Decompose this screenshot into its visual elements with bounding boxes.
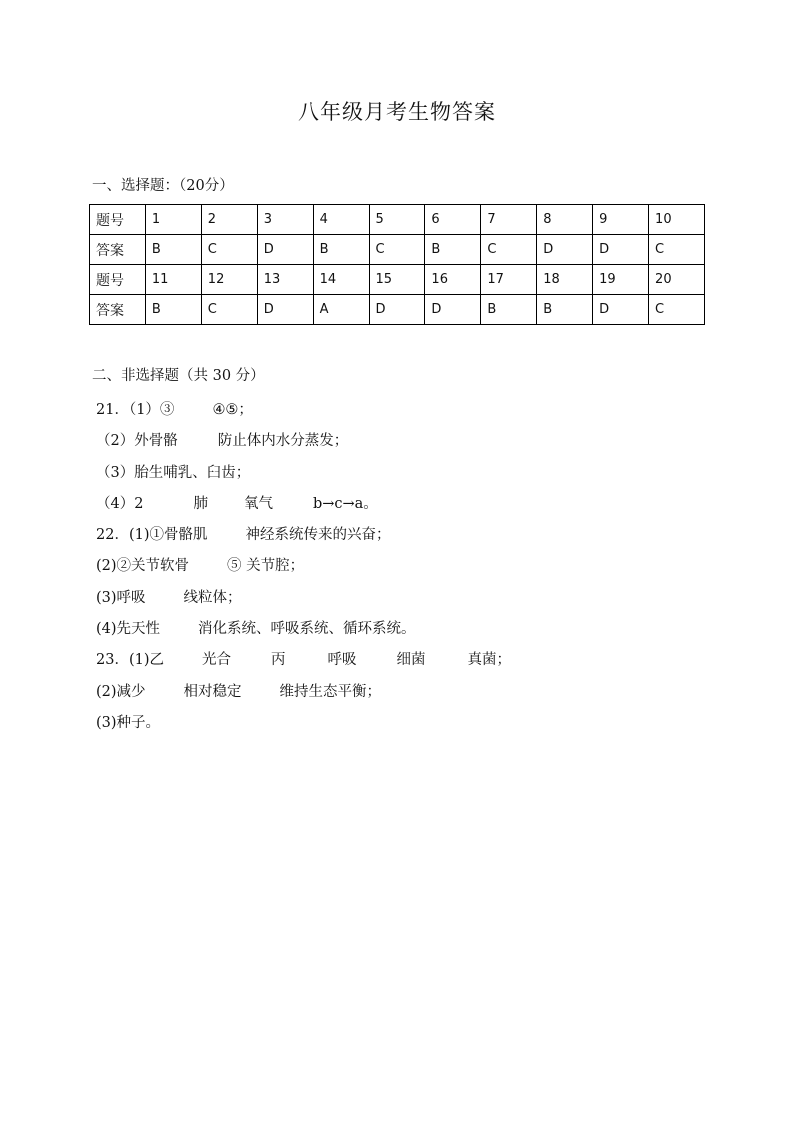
answer-segment: （3）胎生哺乳、臼齿； bbox=[96, 464, 251, 481]
answer-line bbox=[96, 395, 736, 426]
row-header: 题号 bbox=[90, 205, 146, 235]
table-cell: C bbox=[649, 235, 705, 265]
table-cell: 3 bbox=[257, 205, 313, 235]
table-cell: D bbox=[425, 295, 481, 325]
answer-line bbox=[96, 614, 736, 645]
table-cell: D bbox=[257, 235, 313, 265]
table-cell: B bbox=[537, 295, 593, 325]
answer-line bbox=[96, 458, 736, 489]
table-cell: C bbox=[201, 295, 257, 325]
table-cell: 19 bbox=[593, 265, 649, 295]
answer-line bbox=[96, 583, 736, 614]
table-cell: D bbox=[537, 235, 593, 265]
table-cell: 2 bbox=[201, 205, 257, 235]
table-cell: D bbox=[369, 295, 425, 325]
answer-line bbox=[96, 520, 736, 551]
answer-line bbox=[96, 551, 736, 582]
answer-segment: 神经系统传来的兴奋； bbox=[245, 527, 391, 544]
table-cell: B bbox=[145, 235, 201, 265]
answer-segment: （4）2 bbox=[96, 495, 144, 512]
answer-segment: 丙 bbox=[271, 652, 286, 669]
table-cell: 17 bbox=[481, 265, 537, 295]
table-cell: C bbox=[201, 235, 257, 265]
table-cell: 13 bbox=[257, 265, 313, 295]
table-cell: C bbox=[649, 295, 705, 325]
answer-segment: 氧气 bbox=[243, 495, 273, 512]
answer-segment: (4)先天性 bbox=[96, 621, 161, 638]
answer-segment: 细菌 bbox=[396, 652, 426, 669]
answer-segment: 防止体内水分蒸发； bbox=[217, 433, 349, 450]
answer-segment: 23．(1)乙 bbox=[96, 652, 164, 669]
answer-segment: 呼吸 bbox=[327, 652, 357, 669]
table-cell: D bbox=[257, 295, 313, 325]
table-cell: C bbox=[481, 235, 537, 265]
table-cell: 11 bbox=[145, 265, 201, 295]
answer-segment: (2)减少 bbox=[96, 683, 146, 700]
table-row bbox=[90, 265, 705, 295]
table-cell: D bbox=[593, 235, 649, 265]
answer-segment: (2)②关节软骨 bbox=[96, 558, 190, 575]
table-row bbox=[90, 235, 705, 265]
answer-segment: 22．(1)①骨骼肌 bbox=[96, 527, 208, 544]
table-cell: 4 bbox=[313, 205, 369, 235]
table-row bbox=[90, 205, 705, 235]
table-cell: 8 bbox=[537, 205, 593, 235]
table-cell: B bbox=[313, 235, 369, 265]
table-cell: 10 bbox=[649, 205, 705, 235]
answer-segment: (3)呼吸 bbox=[96, 589, 146, 606]
answer-table bbox=[89, 204, 705, 325]
answer-segment: b→c→a。 bbox=[312, 495, 378, 512]
answer-segment: ⑤ 关节腔； bbox=[227, 558, 305, 575]
table-cell: 12 bbox=[201, 265, 257, 295]
answer-segment: 相对稳定 bbox=[183, 683, 242, 700]
answer-segment: 消化系统、呼吸系统、循环系统。 bbox=[198, 621, 416, 638]
answer-line bbox=[96, 426, 736, 457]
answer-segment: 线粒体； bbox=[183, 589, 242, 606]
table-cell: 16 bbox=[425, 265, 481, 295]
answer-segment: 21．（1）③ bbox=[96, 402, 175, 418]
row-header: 答案 bbox=[90, 235, 146, 265]
table-cell: 9 bbox=[593, 205, 649, 235]
answer-line bbox=[96, 645, 736, 676]
table-cell: D bbox=[593, 295, 649, 325]
answer-segment: 真菌； bbox=[467, 652, 511, 669]
answer-segment: 维持生态平衡； bbox=[279, 683, 382, 700]
table-cell: B bbox=[145, 295, 201, 325]
answer-segment: 肺 bbox=[193, 495, 208, 512]
table-cell: 5 bbox=[369, 205, 425, 235]
section-heading-multiple-choice: 一、选择题：（20分） bbox=[92, 178, 234, 194]
row-header: 题号 bbox=[90, 265, 146, 295]
table-cell: 14 bbox=[313, 265, 369, 295]
table-cell: B bbox=[425, 235, 481, 265]
table-cell: B bbox=[481, 295, 537, 325]
answer-segment: （2）外骨骼 bbox=[96, 433, 178, 450]
table-cell: 18 bbox=[537, 265, 593, 295]
table-cell: C bbox=[369, 235, 425, 265]
answer-segment: ④⑤； bbox=[212, 402, 253, 418]
answer-lines bbox=[96, 395, 736, 739]
answer-line bbox=[96, 708, 736, 739]
answer-line bbox=[96, 489, 736, 520]
table-cell: 20 bbox=[649, 265, 705, 295]
table-cell: 1 bbox=[145, 205, 201, 235]
table-cell: 7 bbox=[481, 205, 537, 235]
table-cell: A bbox=[313, 295, 369, 325]
answer-segment: (3)种子。 bbox=[96, 714, 161, 731]
answer-segment: 光合 bbox=[202, 652, 231, 669]
answer-line bbox=[96, 677, 736, 708]
table-row bbox=[90, 295, 705, 325]
section-heading-non-choice: 二、非选择题（共 30 分） bbox=[92, 368, 265, 384]
table-cell: 15 bbox=[369, 265, 425, 295]
table-cell: 6 bbox=[425, 205, 481, 235]
page-title: 八年级月考生物答案 bbox=[298, 100, 496, 124]
row-header: 答案 bbox=[90, 295, 146, 325]
